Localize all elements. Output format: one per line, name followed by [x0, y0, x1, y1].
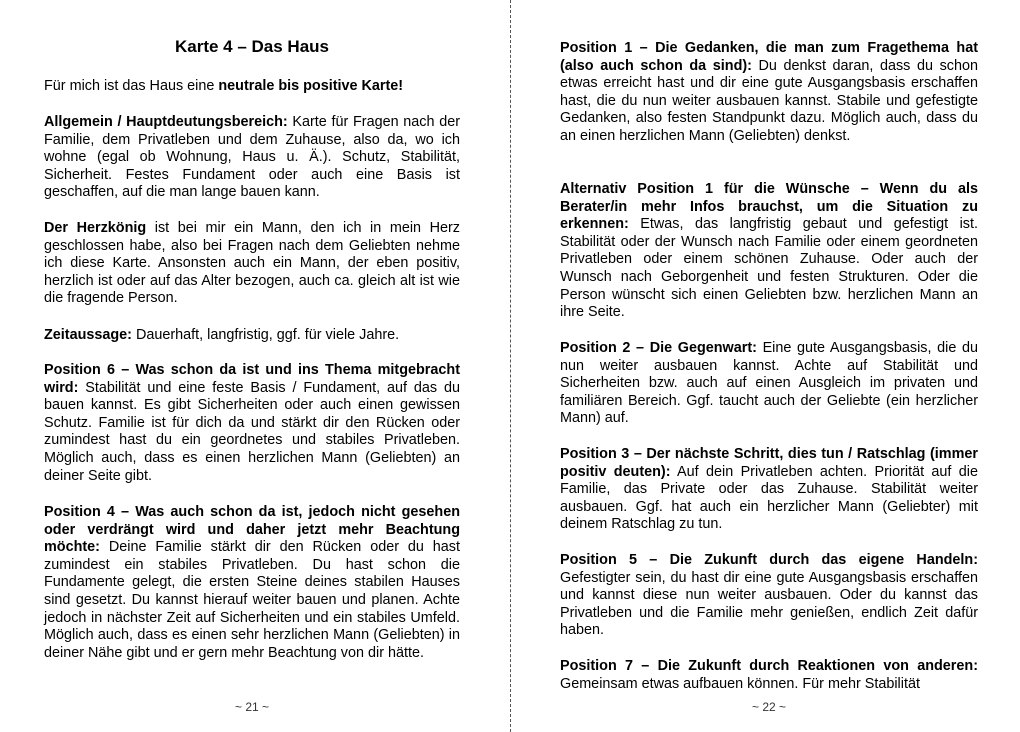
- paragraph-body: Karte für Fragen nach der Familie, dem Privatleben und dem Zuhause, also da, wo ich wohne (egal ob Wohnung, Haus u. Ä.). Schutz, Stabilität, Sicherheit. Festes Fundament oder auch eine Basis ist geschaffen, auf die man lange bauen kann.: [44, 114, 460, 201]
- left-page: [44, 0, 460, 732]
- paragraph-position-7: [560, 658, 978, 693]
- page-number: ~ 22 ~: [751, 700, 787, 714]
- paragraph-body: Gefestigter sein, du hast dir eine gute Ausgangsbasis erschaffen und kannst diese nun weiter ausbauen. Oder du kannst das Privatleben und die Familie mehr genießen, endlich Zeit dafür haben.: [560, 569, 978, 639]
- paragraph-body: Du denkst daran, dass du schon etwas erreicht hast und dir eine gute Ausgangsbasis erschaffen hast, die du nun weiter ausbauen kannst. Stabile und gefestigte Gedanken, also festen Standpunkt dazu. Möglich auch, dass du an einen herzlichen Mann (Geliebten) denkst.: [560, 57, 978, 144]
- paragraph-heading: Position 4 – Was auch schon da ist, jedoch nicht gesehen oder verdrängt wird und daher jetzt mehr Beachtung möchte:: [44, 504, 460, 556]
- paragraph-body: Stabilität und eine feste Basis / Fundament, auf das du bauen kannst. Es gibt Sicherheiten oder auch einen gewissen Schutz. Familie ist für dich da und stärkt dir den Rücken oder zumindest hast du ein geordnetes und stabiles Privatleben. Möglich auch, dass es einen herzlichen Mann (Geliebten) an deiner Seite gibt.: [44, 379, 460, 484]
- paragraph-heading: Zeitaussage:: [44, 327, 132, 343]
- paragraph-body: Etwas, das langfristig gebaut und gefestigt ist. Stabilität oder der Wunsch nach Familie oder einem geordneten Privatleben oder einem schönen Zuhause. Oder auch der Wunsch nach Geborgenheit und festen Strukturen. Oder die Person wünscht sich einen Geliebten bzw. herzlichen Mann an ihre Seite.: [560, 216, 978, 321]
- paragraph-position-6: [44, 362, 460, 485]
- paragraph-heading: Position 1 – Die Gedanken, die man zum Fragethema hat (also auch schon da sind):: [560, 40, 978, 74]
- paragraph-zeitaussage: [44, 327, 460, 345]
- page-number: ~ 21 ~: [234, 700, 270, 714]
- paragraph-heading: Alternativ Position 1 für die Wünsche – Wenn du als Berater/in mehr Infos brauchst, um die Situation zu erkennen:: [560, 181, 978, 233]
- paragraph-heading: Position 6 – Was schon da ist und ins Thema mitgebracht wird:: [44, 362, 460, 396]
- paragraph-position-1: [560, 40, 978, 146]
- intro-bold: neutrale bis positive Karte!: [218, 78, 404, 94]
- paragraph-heading: Allgemein / Hauptdeutungsbereich:: [44, 114, 288, 130]
- page-divider: [510, 0, 511, 732]
- paragraph-position-5: [560, 552, 978, 640]
- paragraph-heading: Der Herzkönig: [44, 220, 147, 236]
- paragraph-herzkoenig: [44, 220, 460, 308]
- paragraph-heading: Position 3 – Der nächste Schritt, dies tun / Ratschlag (immer positiv deuten):: [560, 446, 978, 480]
- intro-text: Für mich ist das Haus eine: [44, 78, 219, 94]
- right-page: [560, 0, 978, 732]
- paragraph-body: Auf dein Privatleben achten. Priorität auf die Familie, das Private oder das Zuhause. Stabilität weiter ausbauen. Ggf. hat auch ein herzlicher Mann (Geliebter) mit deinem Ratschlag zu tun.: [560, 463, 978, 533]
- paragraph-allgemein: [44, 114, 460, 202]
- intro-paragraph: [44, 78, 460, 96]
- paragraph-heading: Position 5 – Die Zukunft durch das eigene Handeln:: [560, 552, 978, 568]
- paragraph-body: Gemeinsam etwas aufbauen können. Für mehr Stabilität: [560, 675, 920, 692]
- paragraph-body: Eine gute Ausgangsbasis, die du nun weiter ausbauen kannst. Achte auf Stabilität und Sicherheiten bzw. auch auf einen Ausgleich im privaten und familiären Bereich. Ggf. taucht auch der Geliebte (ein herzlicher Mann) auf.: [560, 340, 978, 427]
- paragraph-alternativ-position-1: [560, 181, 978, 322]
- paragraph-position-3: [560, 446, 978, 534]
- paragraph-position-4: [44, 504, 460, 662]
- paragraph-body: Dauerhaft, langfristig, ggf. für viele Jahre.: [131, 327, 400, 343]
- paragraph-heading: Position 7 – Die Zukunft durch Reaktionen von anderen:: [560, 658, 978, 674]
- paragraph-body: ist bei mir ein Mann, den ich in mein Herz geschlossen habe, also bei Fragen nach dem Geliebten nehme ich diese Karte. Ansonsten auch ein Mann, der eben positiv, herzlich ist oder auf das Alter bezogen, auch ca. gleich alt ist wie die fragende Person.: [44, 220, 460, 307]
- paragraph-body: Deine Familie stärkt dir den Rücken oder du hast zumindest ein stabiles Privatleben. Du hast schon die Fundamente gelegt, die ersten Steine deines stabilen Hauses sind gesetzt. Du kannst hierauf weiter bauen und planen. Achte jedoch in nächster Zeit auf Sicherheiten und ein stabiles Umfeld. Möglich auch, dass es einen sehr herzlichen Mann (Geliebten) in deiner Nähe gibt und er gern mehr Beachtung von dir hätte.: [44, 539, 460, 661]
- paragraph-heading: Position 2 – Die Gegenwart:: [560, 340, 757, 356]
- page-title: Karte 4 – Das Haus: [174, 37, 330, 56]
- paragraph-position-2: [560, 340, 978, 428]
